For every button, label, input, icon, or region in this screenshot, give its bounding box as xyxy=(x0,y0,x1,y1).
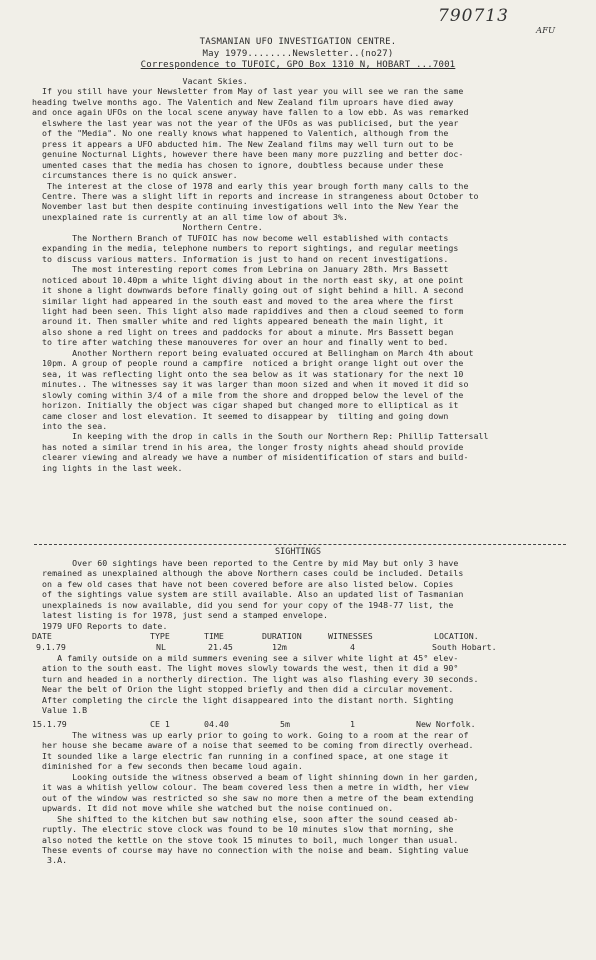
text-line: Value 1.B xyxy=(32,705,88,716)
text-line: came closer and lost elevation. It seemed to disappear by tilting and going down xyxy=(32,410,449,421)
text-line: 10pm. A group of people round a campfire noticed a bright orange light out over the xyxy=(32,358,464,369)
section-divider xyxy=(34,544,566,545)
text-line: also shone a red light on trees and paddocks for about a minute. Mrs Bassett began xyxy=(32,326,454,337)
text-line: The most interesting report comes from Lebrina on January 28th. Mrs Bassett xyxy=(32,264,449,275)
text-line: These events of course may have no connection with the noise and beam. Sighting value xyxy=(32,844,469,855)
text-line: 1979 UFO Reports to date. xyxy=(32,620,168,631)
text-line: November last but then despite continuing investigations well into the New Year the xyxy=(32,201,459,212)
text-line: noticed about 10.40pm a white light diving about in the north east sky, at one point xyxy=(32,274,464,285)
report-time: 21.45 xyxy=(208,642,233,652)
report-type: CE 1 xyxy=(150,719,170,729)
column-header-type: TYPE xyxy=(150,631,170,641)
text-line: The Northern Branch of TUFOIC has now become well established with contacts xyxy=(32,232,449,243)
text-line: Over 60 sightings have been reported to the Centre by mid May but only 3 have xyxy=(32,558,459,568)
issue-line: May 1979........Newsletter..(no27) xyxy=(202,49,394,59)
text-line: elswhere the last year was not the year of the UFOs as was publicised, but the year xyxy=(32,117,459,128)
report-date: 9.1.79 xyxy=(36,642,66,652)
text-line: of the "Media". No one really knows what happened to Valentich, although from the xyxy=(32,128,449,139)
text-line: umented cases that the media has chosen to ignore, doubtless because under these xyxy=(32,159,444,170)
report-type: NL xyxy=(156,642,166,652)
report-description xyxy=(32,730,580,866)
text-line: heading twelve months ago. The Valentich and New Zealand film uproars have died away xyxy=(32,96,454,107)
report-table-header xyxy=(32,631,580,642)
column-header-duration: DURATION xyxy=(262,631,302,641)
report-duration: 12m xyxy=(272,642,287,652)
text-line: Northern Centre. xyxy=(32,222,263,233)
column-header-time: TIME xyxy=(204,631,224,641)
text-line: If you still have your Newsletter from May of last year you will see we ran the same xyxy=(32,86,464,97)
report-location: South Hobart. xyxy=(432,642,497,652)
text-line: genuine Nocturnal Lights, however there have been many more puzzling and better doc- xyxy=(32,149,464,160)
correspondence-address: Correspondence to TUFOIC, GPO Box 1310 N, HOBART ...7001 xyxy=(140,60,456,70)
text-line: diminished for a few seconds then became loud again. xyxy=(32,761,303,772)
report-row xyxy=(32,642,580,653)
text-line: to tire after watching these manouveres for over an hour and finally went to bed. xyxy=(32,337,449,348)
text-line: Vacant Skies. xyxy=(32,76,248,86)
text-line: She shifted to the kitchen but saw nothing else, soon after the sound ceased ab- xyxy=(32,813,459,824)
text-line: Centre. There was a slight lift in reports and increase in strangeness about October to xyxy=(32,190,479,201)
text-line: turn and headed in a northerly direction. The light was also flashing every 30 seconds. xyxy=(32,673,479,684)
text-line: also noted the kettle on the stove took 15 minutes to boil, much longer than usual. xyxy=(32,834,459,845)
text-line: In keeping with the drop in calls in the South our Northern Rep: Phillip Tattersall xyxy=(32,431,489,442)
text-line: ation to the south east. The light moves slowly towards the west, then it did a 90° xyxy=(32,663,459,674)
text-line: press it appears a UFO abducted him. The New Zealand films may well turn out to be xyxy=(32,138,454,149)
text-line: Another Northern report being evaluated occured at Bellingham on March 4th about xyxy=(32,347,474,358)
handwritten-reference-number: 790713 xyxy=(438,6,509,26)
report-location: New Norfolk. xyxy=(416,719,476,729)
text-line: her house she became aware of a noise that seemed to be coming from directly overhead. xyxy=(32,740,474,751)
organisation-title: TASMANIAN UFO INVESTIGATION CENTRE. xyxy=(199,37,397,47)
text-line: Near the belt of Orion the light stopped briefly and then did a circular movement. xyxy=(32,684,454,695)
text-line: A family outside on a mild summers evening see a silver white light at 45° elev- xyxy=(32,653,459,663)
report-row xyxy=(32,719,580,730)
sightings-intro xyxy=(32,558,580,631)
vacant-skies-section xyxy=(32,76,580,473)
text-line: to discuss various matters. Information is just to hand on recent investigations. xyxy=(32,253,449,264)
text-line: 3.A. xyxy=(32,855,68,866)
handwritten-tag: AFU xyxy=(536,26,556,36)
text-line: has noted a similar trend in his area, the longer frosty nights ahead should provide xyxy=(32,441,464,452)
report-witnesses: 4 xyxy=(350,642,355,652)
text-line: ing lights in the last week. xyxy=(32,462,183,473)
text-line: remained as unexplained although the above Northern cases could be included. Details xyxy=(32,568,464,579)
text-line: The interest at the close of 1978 and early this year brough forth many calls to the xyxy=(32,180,469,191)
text-line: expanding in the media, telephone numbers to report sightings, and regular meetings xyxy=(32,243,459,254)
text-line: clearer viewing and already we have a number of misidentification of stars and build- xyxy=(32,452,469,463)
text-line: It sounded like a large electric fan running in a confined space, at one stage it xyxy=(32,750,449,761)
text-line: upwards. It did not move while she watched but the noise continued on. xyxy=(32,803,394,814)
text-line: on a few old cases that have not been covered before are also listed below. Copies xyxy=(32,578,454,589)
text-line: light had been seen. This light also made rapiddives and then a cloud seemed to form xyxy=(32,305,464,316)
text-line: it was a whitish yellow colour. The beam covered less then a metre in width, her view xyxy=(32,782,469,793)
report-duration: 5m xyxy=(280,719,290,729)
text-line: Looking outside the witness observed a beam of light shinning down in her garden, xyxy=(32,771,479,782)
report-description xyxy=(32,653,580,716)
report-witnesses: 1 xyxy=(350,719,355,729)
text-line: The witness was up early prior to going to work. Going to a room at the rear of xyxy=(32,730,469,740)
text-line: around it. Then smaller white and red lights appeared beneath the main light, it xyxy=(32,316,444,327)
report-time: 04.40 xyxy=(204,719,229,729)
text-line: ruptly. The electric stove clock was found to be 10 minutes slow that morning, she xyxy=(32,824,454,835)
text-line: it shone a light downwards before finally going out of sight behind a hill. A second xyxy=(32,285,464,296)
text-line: After completing the circle the light disappeared into the distant north. Sighting xyxy=(32,694,454,705)
text-line: slowly coming within 3/4 of a mile from the shore and dropped below the level of the xyxy=(32,389,464,400)
report-date: 15.1.79 xyxy=(32,719,67,729)
text-line: out of the window was restricted so she saw no more then a metre of the beam extending xyxy=(32,792,474,803)
text-line: unexplaineds is now available, did you send for your copy of the 1948-77 list, the xyxy=(32,599,454,610)
text-line: circumstances there is no quick answer. xyxy=(32,170,238,181)
text-line: of the sightings value system are still available. Also an updated list of Tasmanian xyxy=(32,589,464,600)
column-header-location: LOCATION. xyxy=(434,631,479,641)
text-line: and once again UFOs on the local scene anyway have fallen to a low ebb. As was remarked xyxy=(32,107,469,118)
sightings-heading: SIGHTINGS xyxy=(274,547,322,557)
text-line: unexplained rate is currently at an all time low of about 3%. xyxy=(32,211,349,222)
column-header-date: DATE xyxy=(32,631,52,641)
text-line: minutes.. The witnesses say it was larger than moon sized and when it moved it did so xyxy=(32,379,469,390)
column-header-witnesses: WITNESSES xyxy=(328,631,373,641)
text-line: similar light had appeared in the south east and moved to the area where the first xyxy=(32,295,454,306)
text-line: horizon. Initially the object was cigar shaped but changed more to elliptical as it xyxy=(32,400,459,411)
text-line: sea, it was reflecting light onto the sea below as it was stationary for the next 10 xyxy=(32,368,464,379)
text-line: into the sea. xyxy=(32,420,108,431)
text-line: latest listing is for 1978, just send a stamped envelope. xyxy=(32,610,328,621)
